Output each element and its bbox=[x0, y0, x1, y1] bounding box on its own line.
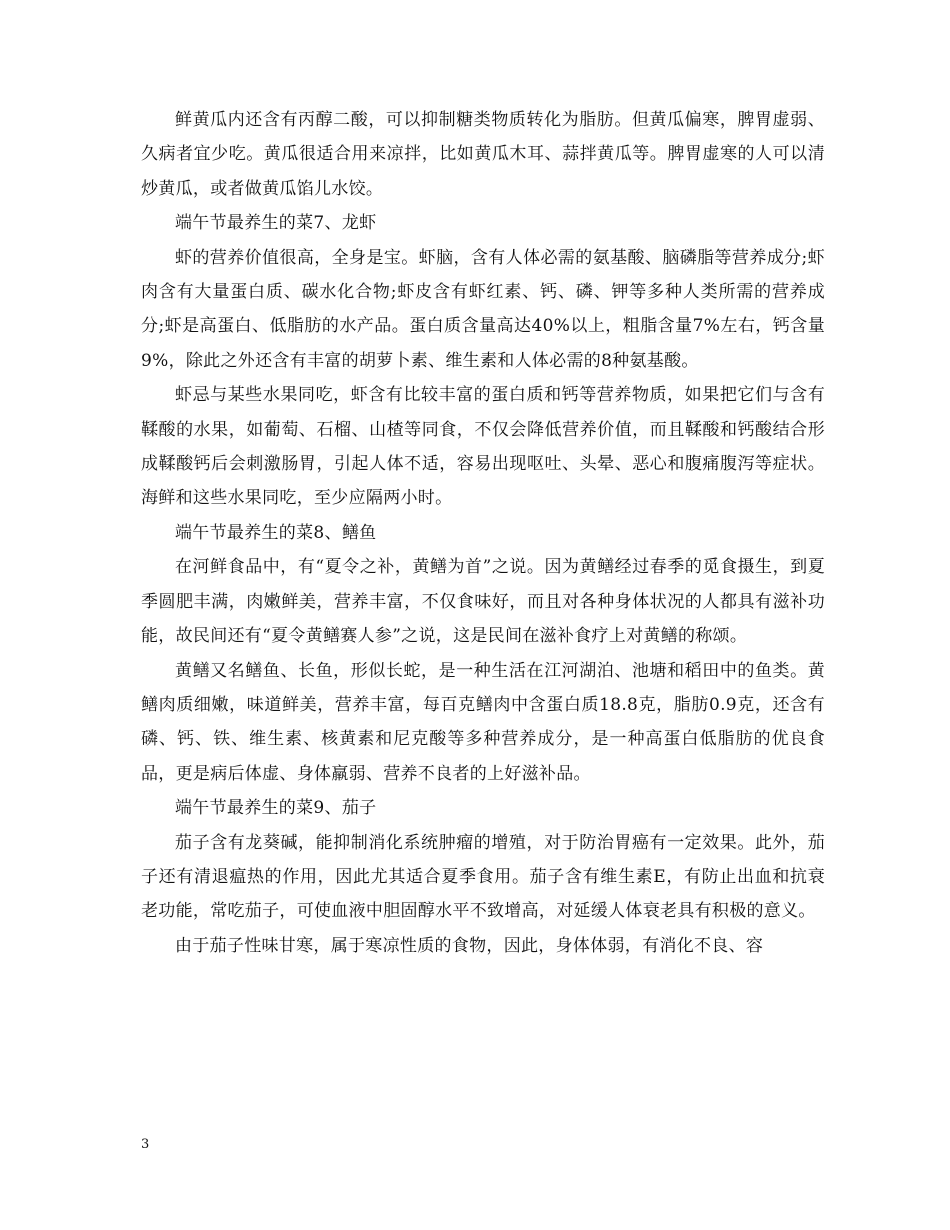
paragraph-eggplant-benefits: 茄子含有龙葵碱，能抑制消化系统肿瘤的增殖，对于防治胃癌有一定效果。此外，茄子还有清退瘟热的作用，因此尤其适合夏季食用。茄子含有维生素E，有防止出血和抗衰老功能，常吃茄子，可使血液中胆固醇水平不致增高，对延缓人体衰老具有积极的意义。 bbox=[141, 832, 825, 922]
paragraph-eel-saying: 在河鲜食品中，有“夏令之补，黄鳝为首”之说。因为黄鳝经过春季的觅食摄生，到夏季圆肥丰满，肉嫩鲜美，营养丰富，不仅食味好，而且对各种身体状况的人都具有滋补功能，故民间还有“夏令黄鳝赛人参”之说，这是民间在滋补食疗上对黄鳝的称颂。 bbox=[141, 557, 825, 647]
paragraph-eggplant-caution: 由于茄子性味甘寒，属于寒凉性质的食物，因此，身体体弱，有消化不良、容 bbox=[175, 935, 764, 956]
heading-dish-9-eggplant: 端午节最养生的菜9、茄子 bbox=[175, 798, 377, 819]
heading-dish-7-crayfish: 端午节最养生的菜7、龙虾 bbox=[175, 213, 377, 234]
paragraph-cucumber-nutrition: 鲜黄瓜内还含有丙醇二酸，可以抑制糖类物质转化为脂肪。但黄瓜偏寒，脾胃虚弱、久病者宜少吃。黄瓜很适合用来凉拌，比如黄瓜木耳、蒜拌黄瓜等。脾胃虚寒的人可以清炒黄瓜，或者做黄瓜馅儿水饺。 bbox=[141, 110, 825, 199]
paragraph-shrimp-fruit-warning: 虾忌与某些水果同吃，虾含有比较丰富的蛋白质和钙等营养物质，如果把它们与含有鞣酸的水果，如葡萄、石榴、山楂等同食，不仅会降低营养价值，而且鞣酸和钙酸结合形成鞣酸钙后会刺激肠胃，引起人体不适，容易出现呕吐、头晕、恶心和腹痛腹泻等症状。海鲜和这些水果同吃，至少应隔两小时。 bbox=[141, 385, 825, 509]
page-number: 3 bbox=[141, 1137, 150, 1152]
heading-dish-8-eel: 端午节最养生的菜8、鳝鱼 bbox=[175, 522, 377, 543]
paragraph-shrimp-nutrition: 虾的营养价值很高，全身是宝。虾脑，含有人体必需的氨基酸、脑磷脂等营养成分;虾肉含有大量蛋白质、碳水化合物;虾皮含有虾红素、钙、磷、钾等多种人类所需的营养成分;虾是高蛋白、低脂肪的水产品。蛋白质含量高达40%以上，粗脂含量7%左右，钙含量9%，除此之外还含有丰富的胡萝卜素、维生素和人体必需的8种氨基酸。 bbox=[141, 247, 825, 371]
paragraph-eel-nutrition: 黄鳝又名鳝鱼、长鱼，形似长蛇，是一种生活在江河湖泊、池塘和稻田中的鱼类。黄鳝肉质细嫩，味道鲜美，营养丰富，每百克鳝肉中含蛋白质18.8克，脂肪0.9克，还含有磷、钙、铁、维生素、核黄素和尼克酸等多种营养成分，是一种高蛋白低脂肪的优良食品，更是病后体虚、身体羸弱、营养不良者的上好滋补品。 bbox=[141, 660, 825, 784]
document-body bbox=[141, 103, 825, 963]
